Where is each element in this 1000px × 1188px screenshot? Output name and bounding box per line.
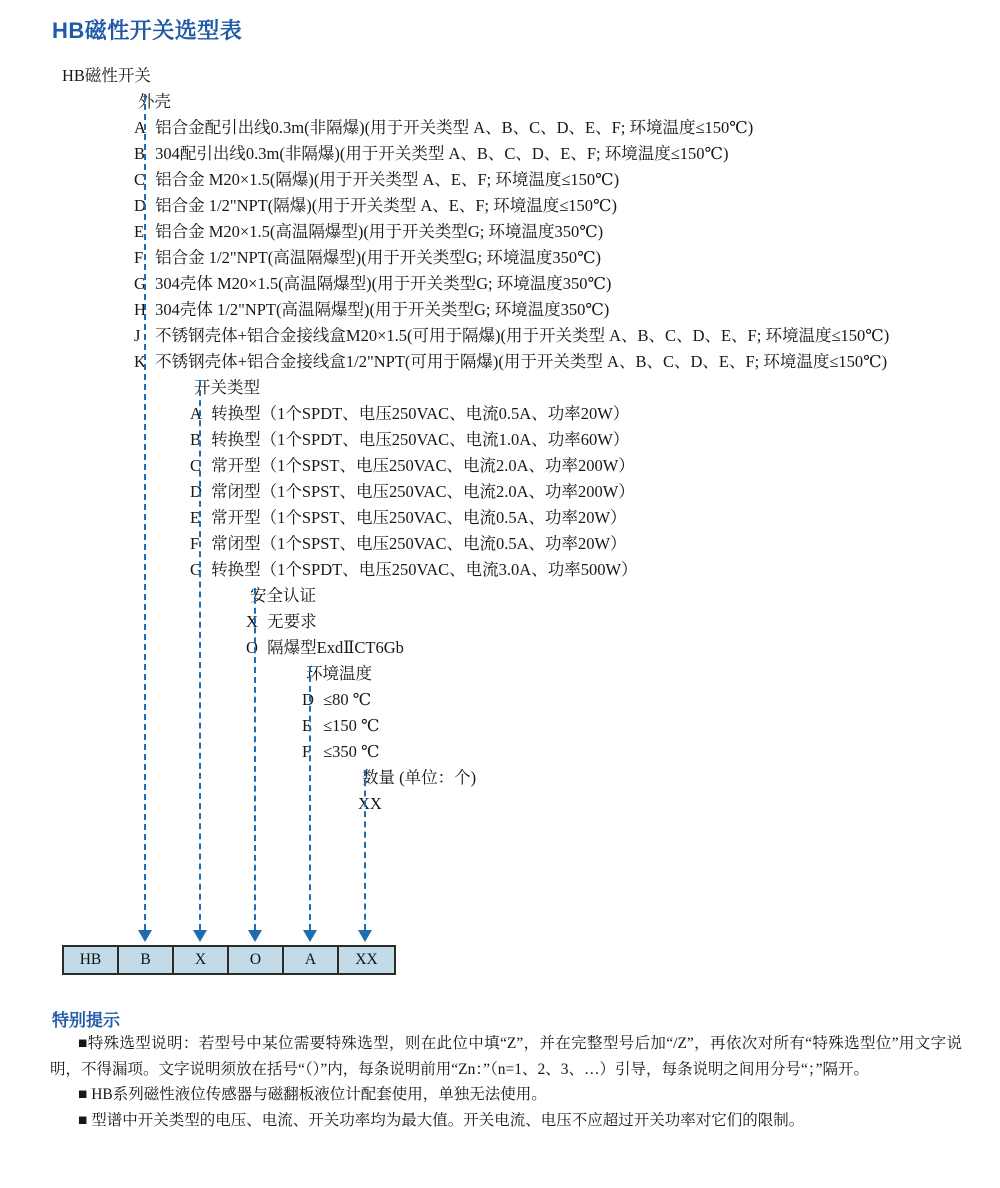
tree-group-switch-type: 开关类型 xyxy=(194,378,260,397)
tree-option-housing-B: B 304配引出线0.3m(非隔爆)(用于开关类型 A、B、C、D、E、F; 环境温度≤150℃) xyxy=(134,144,729,163)
tree-group-housing: 外壳 xyxy=(138,92,171,111)
connector-arrow-safety-cert xyxy=(248,930,262,942)
connector-line-ambient-temp xyxy=(309,666,311,930)
special-notes-title: 特别提示 xyxy=(52,1011,120,1030)
code-cell-4: A xyxy=(284,947,339,973)
tree-group-safety-cert: 安全认证 xyxy=(250,586,316,605)
tree-option-housing-D: D 铝合金 1/2"NPT(隔爆)(用于开关类型 A、E、F; 环境温度≤150℃) xyxy=(134,196,617,215)
connector-arrow-ambient-temp xyxy=(303,930,317,942)
tree-option-switch-type-G: G 转换型（1个SPDT、电压250VAC、电流3.0A、功率500W） xyxy=(190,560,638,579)
connector-line-quantity xyxy=(364,770,366,930)
tree-option-housing-F: F 铝合金 1/2"NPT(高温隔爆型)(用于开关类型G; 环境温度350℃) xyxy=(134,248,602,267)
connector-arrow-housing xyxy=(138,930,152,942)
tree-option-housing-J: J 不锈钢壳体+铝合金接线盒M20×1.5(可用于隔爆)(用于开关类型 A、B、C、D、E、F; 环境温度≤150℃) xyxy=(134,326,890,345)
special-notes-body xyxy=(50,1031,962,1133)
connector-line-safety-cert xyxy=(254,588,256,930)
connector-arrow-quantity xyxy=(358,930,372,942)
tree-option-housing-A: A 铝合金配引出线0.3m(非隔爆)(用于开关类型 A、B、C、D、E、F; 环境温度≤150℃) xyxy=(134,118,754,137)
code-cell-3: O xyxy=(229,947,284,973)
code-cell-2: X xyxy=(174,947,229,973)
tree-option-housing-K: K 不锈钢壳体+铝合金接线盒1/2"NPT(可用于隔爆)(用于开关类型 A、B、C、D、E、F; 环境温度≤150℃) xyxy=(134,352,888,371)
tree-option-housing-H: H 304壳体 1/2"NPT(高温隔爆型)(用于开关类型G; 环境温度350℃) xyxy=(134,300,610,319)
connector-arrow-switch-type xyxy=(193,930,207,942)
page-title: HB磁性开关选型表 xyxy=(52,18,243,43)
tree-option-housing-E: E 铝合金 M20×1.5(高温隔爆型)(用于开关类型G; 环境温度350℃) xyxy=(134,222,604,241)
note-paragraph-1: ■特殊选型说明：若型号中某位需要特殊选型，则在此位中填“Z”，并在完整型号后加“/Z”，再依次对所有“特殊选型位”用文字说明，不得漏项。文字说明须放在括号“（）”内，每条说明前用“Zn：”（n=1、2、3、…）引导，每条说明之间用分号“；”隔开。 xyxy=(50,1035,962,1078)
tree-option-switch-type-B: B 转换型（1个SPDT、电压250VAC、电流1.0A、功率60W） xyxy=(190,430,630,449)
tree-option-switch-type-C: C 常开型（1个SPST、电压250VAC、电流2.0A、功率200W） xyxy=(190,456,635,475)
tree-option-switch-type-D: D 常闭型（1个SPST、电压250VAC、电流2.0A、功率200W） xyxy=(190,482,635,501)
tree-option-ambient-temp-E: E ≤150 ℃ xyxy=(302,716,380,735)
connector-line-switch-type xyxy=(199,380,201,930)
tree-option-housing-G: G 304壳体 M20×1.5(高温隔爆型)(用于开关类型G; 环境温度350℃) xyxy=(134,274,612,293)
tree-option-safety-cert-O: O 隔爆型ExdⅡCT6Gb xyxy=(246,638,404,657)
tree-option-safety-cert-X: X 无要求 xyxy=(246,612,317,631)
note-paragraph-2: ■ HB系列磁性液位传感器与磁翻板液位计配套使用，单独无法使用。 xyxy=(78,1086,547,1103)
tree-option-switch-type-F: F 常闭型（1个SPST、电压250VAC、电流0.5A、功率20W） xyxy=(190,534,627,553)
note-paragraph-3: ■ 型谱中开关类型的电压、电流、开关功率均为最大值。开关电流、电压不应超过开关功率对它们的限制。 xyxy=(78,1111,805,1129)
tree-option-housing-C: C 铝合金 M20×1.5(隔爆)(用于开关类型 A、E、F; 环境温度≤150℃) xyxy=(134,170,620,189)
code-cell-0: HB xyxy=(64,947,119,973)
model-code-row xyxy=(62,945,396,975)
tree-group-ambient-temp: 环境温度 xyxy=(306,664,372,683)
tree-option-switch-type-A: A 转换型（1个SPDT、电压250VAC、电流0.5A、功率20W） xyxy=(190,404,630,423)
tree-group-quantity: 数量 (单位：个) xyxy=(362,768,477,787)
tree-option-ambient-temp-F: F ≤350 ℃ xyxy=(302,742,380,761)
tree-option-switch-type-E: E 常开型（1个SPST、电压250VAC、电流0.5A、功率20W） xyxy=(190,508,627,527)
code-cell-1: B xyxy=(119,947,174,973)
code-cell-5: XX xyxy=(339,947,394,973)
tree-root-label: HB磁性开关 xyxy=(62,66,151,85)
tree-option-quantity-XX: XX xyxy=(358,794,382,813)
connector-line-housing xyxy=(144,94,146,930)
tree-option-ambient-temp-D: D ≤80 ℃ xyxy=(302,690,372,709)
